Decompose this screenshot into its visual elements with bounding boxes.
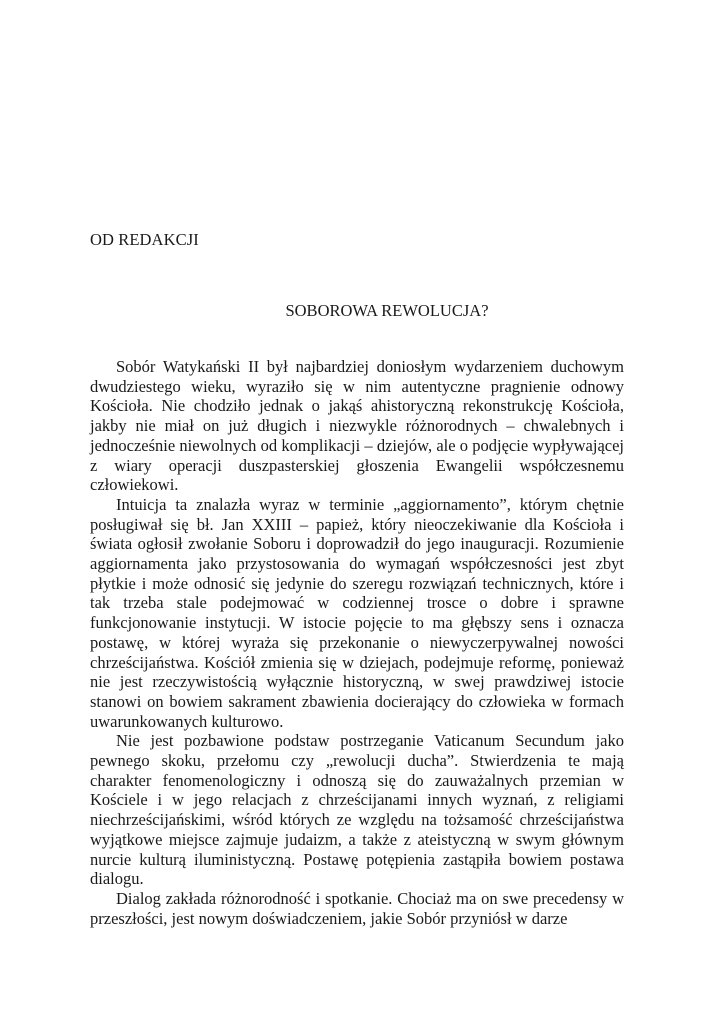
article-body — [90, 357, 624, 928]
article-title: SOBOROWA REWOLUCJA? — [285, 301, 489, 320]
paragraph-4: Dialog zakłada różnorodność i spotkanie. Chociaż ma on swe precedensy w przeszłości, jest nowym doświadczeniem, jakie Sobór przyniósł w darze — [90, 888, 624, 928]
paragraph-2: Intuicja ta znalazła wyraz w terminie „aggiornamento”, którym chętnie posługiwał się bł. Jan XXIII – papież, który nieoczekiwanie dla Kościoła i świata ogłosił zwołanie Soboru i doprowadził do jego inauguracji. Rozumienie aggiornamenta jako przystosowania do wymagań współczesności jest zbyt płytkie i może odnosić się jedynie do szeregu rozwiązań technicznych, które i tak trzeba stale podejmować w codziennej trosce o dobre i sprawne funkcjonowanie instytucji. W istocie pojęcie to ma głębszy sens i oznacza postawę, w której wyraża się przekonanie o niewyczerpywalnej nowości chrześcijaństwa. Kościół zmienia się w dziejach, podejmuje reformę, ponieważ nie jest rzeczywistością wyłącznie historyczną, w swej prawdziwej istocie stanowi on bowiem sakrament zbawienia docierający do człowieka w formach uwarunkowanych kulturowo. — [90, 494, 624, 731]
paragraph-1: Sobór Watykański II był najbardziej doniosłym wydarzeniem duchowym dwudziestego wieku, wyraziło się w nim autentyczne pragnienie odnowy Kościoła. Nie chodziło jednak o jakąś ahistoryczną rekonstrukcję Kościoła, jakby nie miał on już długich i niezwykle różnorodnych – chwalebnych i jednocześnie niewolnych od komplikacji – dziejów, ale o podjęcie wypływającej z wiary operacji duszpasterskiej głoszenia Ewangelii współczesnemu człowiekowi. — [90, 357, 624, 495]
paragraph-3: Nie jest pozbawione podstaw postrzeganie Vaticanum Secundum jako pewnego skoku, przełomu czy „rewolucji ducha”. Stwierdzenia te mają charakter fenomenologiczny i odnoszą się do zauważalnych przemian w Kościele i w jego relacjach z chrześcijanami innych wyznań, z religiami niechrześcijańskimi, wśród których ze względu na tożsamość chrześcijaństwa wyjątkowe miejsce zajmuje judaizm, a także z ateistyczną w swym głównym nurcie kulturą iluministyczną. Postawę potępienia zastąpiła bowiem postawa dialogu. — [90, 731, 624, 889]
section-label: OD REDAKCJI — [90, 230, 199, 249]
